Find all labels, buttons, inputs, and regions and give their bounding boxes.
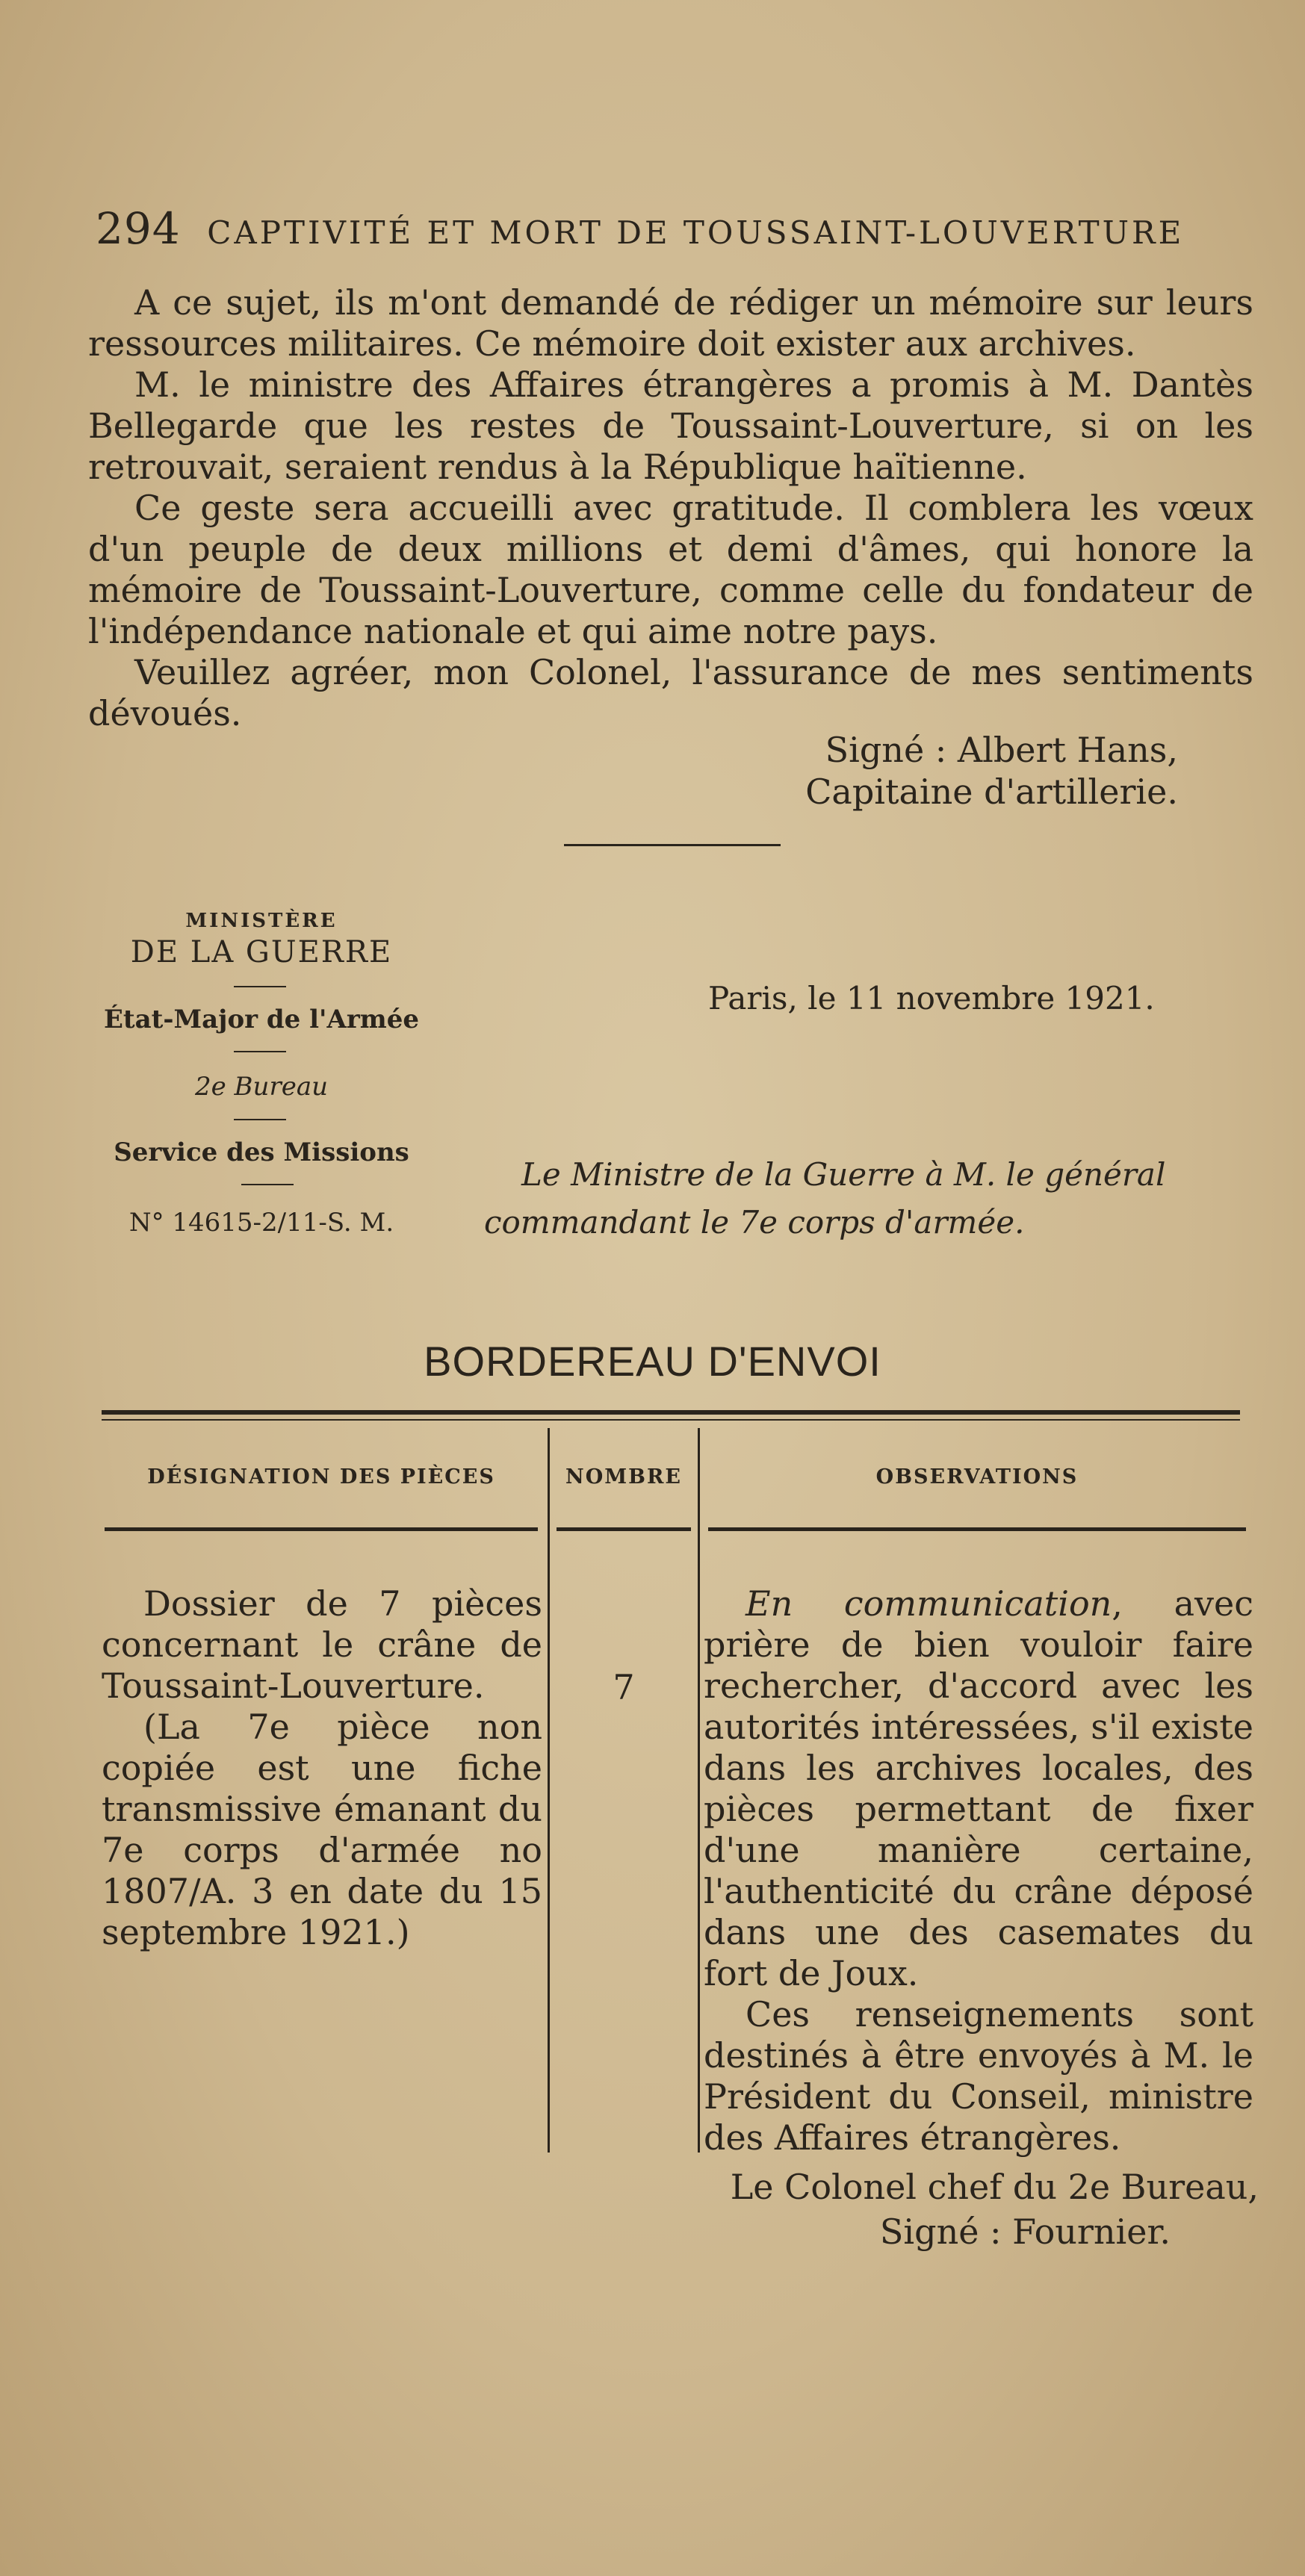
service-label: Service des Missions (114, 1138, 409, 1167)
observations-rest: , avec prière de bien vouloir faire rechercher, d'accord avec les autorités intéressées, s'il existe dans les archives locales, des pièces permettant de fixer d'une manière certaine, l'authenticité du crâne déposé dans une des casemates du fort de Joux. (704, 1583, 1253, 1993)
divider (234, 1119, 286, 1120)
signature-name: Signé : Albert Hans, (825, 730, 1178, 770)
observations-cell (704, 1583, 1253, 2158)
letter-paragraph: Veuillez agréer, mon Colonel, l'assurance de mes sentiments dévoués. (88, 652, 1253, 733)
bordereau-title: BORDEREAU D'ENVOI (424, 1338, 881, 1385)
observations-text (704, 1583, 1253, 1994)
header-rule (557, 1527, 691, 1531)
col-header-designation: DÉSIGNATION DES PIÈCES (147, 1465, 495, 1489)
running-title: CAPTIVITÉ ET MORT DE TOUSSAINT-LOUVERTURE (207, 214, 1185, 251)
designation-cell (102, 1583, 542, 1953)
divider (241, 1184, 294, 1185)
header-rule (105, 1527, 538, 1531)
nombre-cell: 7 (613, 1667, 635, 1707)
observations-purpose: Ces renseignements sont destinés à être envoyés à M. le Président du Conseil, ministre des Affaires étrangères. (704, 1994, 1253, 2158)
letter-signature (805, 729, 1178, 813)
divider (234, 1051, 286, 1052)
addressee-line: Le Ministre de la Guerre à M. le général (521, 1156, 1166, 1193)
letter-paragraph: M. le ministre des Affaires étrangères a promis à M. Dantès Bellegarde que les restes de Toussaint-Louverture, si on les retrouvait, seraient rendus à la République haïtienne. (88, 364, 1253, 487)
col-header-nombre: NOMBRE (565, 1465, 682, 1489)
section-divider (564, 844, 781, 846)
place-date: Paris, le 11 novembre 1921. (708, 980, 1155, 1017)
column-separator (548, 1428, 550, 2153)
staff-label: État-Major de l'Armée (104, 1005, 419, 1034)
header-rule (708, 1527, 1246, 1531)
col-header-observations: OBSERVATIONS (875, 1465, 1079, 1489)
page-number: 294 (96, 203, 181, 254)
reference-number: N° 14615-2/11-S. M. (128, 1208, 394, 1238)
letter-paragraph: A ce sujet, ils m'ont demandé de rédiger un mémoire sur leurs ressources militaires. Ce mémoire doit exister aux archives. (88, 282, 1253, 364)
observations-emphasis: En communication (746, 1583, 1112, 1624)
table-top-rule-thin (102, 1419, 1240, 1421)
running-header (96, 203, 1184, 254)
closing-title: Le Colonel chef du 2e Bureau, (730, 2167, 1259, 2207)
divider (234, 986, 286, 987)
closing-name: Signé : Fournier. (879, 2212, 1171, 2252)
designation-note: (La 7e pièce non copiée est une fiche transmissive émanant du 7e corps d'armée no 1807/A. 3 en date du 15 septembre 1921.) (102, 1707, 542, 1952)
bureau-label: 2e Bureau (195, 1072, 328, 1102)
ministry-label: MINISTÈRE (185, 910, 338, 932)
designation-text: Dossier de 7 pièces concernant le crâne de Toussaint-Louverture. (102, 1583, 542, 1706)
column-separator (698, 1428, 700, 2153)
letter-body (88, 282, 1253, 734)
table-top-rule (102, 1410, 1240, 1415)
addressee-line: commandant le 7e corps d'armée. (484, 1204, 1025, 1241)
signature-title: Capitaine d'artillerie. (805, 772, 1178, 812)
closing-signature (731, 2164, 1259, 2254)
ministry-name: DE LA GUERRE (130, 935, 393, 969)
letter-paragraph: Ce geste sera accueilli avec gratitude. Il comblera les vœux d'un peuple de deux millions et demi d'âmes, qui honore la mémoire de Toussaint-Louverture, comme celle du fondateur de l'indépendance nationale et qui aime notre pays. (88, 488, 1253, 651)
